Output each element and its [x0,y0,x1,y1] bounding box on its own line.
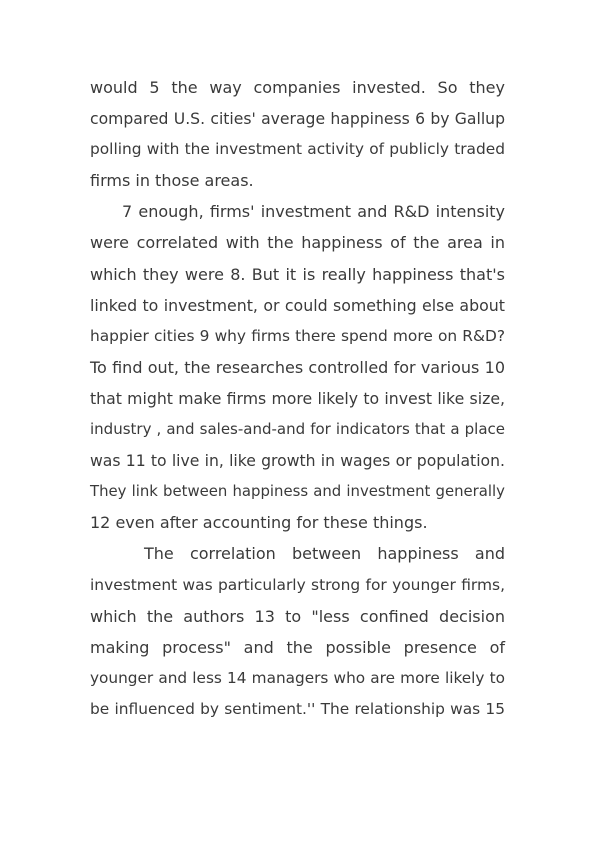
text-line: industry , and sales-and-and for indicators that a place [90,420,505,439]
text-line: be influenced by sentiment.'' The relationship was 15 [90,699,505,718]
text-line: were correlated with the happiness of the area in [90,233,505,253]
paragraph-2 [90,196,505,538]
text-line: compared U.S. cities' average happiness 6 by Gallup [90,109,505,129]
article-text [90,72,505,725]
text-line: younger and less 14 managers who are more likely to [90,668,505,687]
text-line: would 5 the way companies invested. So they [90,78,505,97]
text-line: The correlation between happiness and [144,544,505,564]
text-line: 7 enough, firms' investment and R&D intensity [122,202,505,222]
text-line: They link between happiness and investment generally [90,482,505,501]
text-line: which the authors 13 to "less confined decision [90,606,505,626]
text-line: making process" and the possible presence of [90,637,505,657]
text-line: was 11 to live in, like growth in wages or population. [90,451,505,471]
paragraph-1 [90,72,505,196]
text-line: happier cities 9 why firms there spend more on R&D? [90,326,505,345]
text-line: firms in those areas. [90,171,254,191]
text-line: investment was particularly strong for younger firms, [90,575,505,594]
paragraph-3 [90,538,505,725]
text-line: that might make firms more likely to invest like size, [90,388,505,408]
text-line: To find out, the researches controlled for various 10 [90,357,505,377]
text-line: polling with the investment activity of publicly traded [90,140,505,159]
text-line: which they were 8. But it is really happiness that's [90,264,505,284]
text-line: linked to investment, or could something else about [90,295,505,315]
text-line: 12 even after accounting for these things. [90,513,428,533]
